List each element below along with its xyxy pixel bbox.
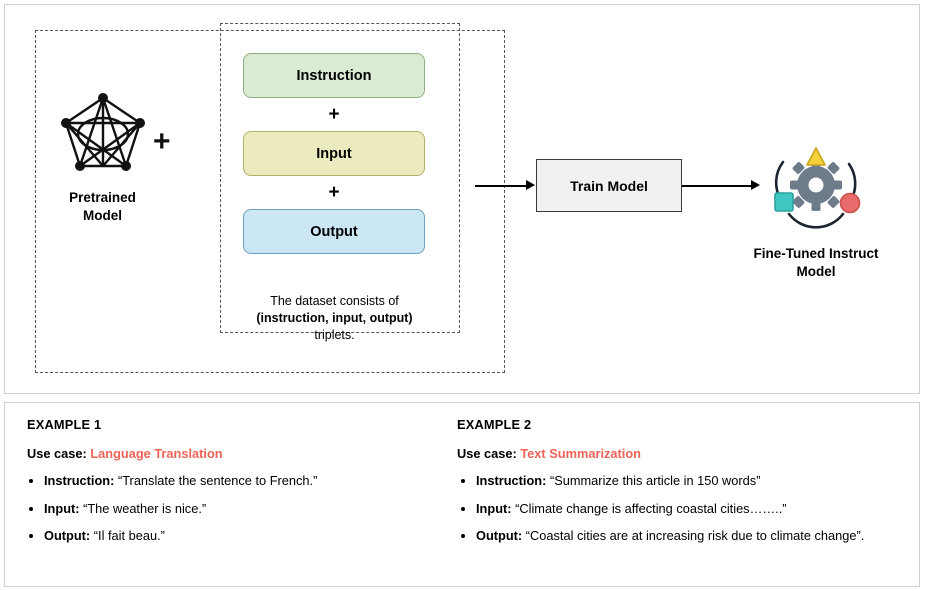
plus-sign-main: + [153, 125, 171, 158]
example-1-output-label: Output: [44, 528, 91, 544]
example-2-output-label: Output: [476, 528, 523, 544]
plus-sign-2: + [328, 182, 340, 203]
example-2 [457, 417, 907, 556]
dataset-caption-line2: (instruction, input, output) [256, 310, 413, 325]
example-1-instruction-label: Instruction: [44, 473, 115, 488]
list-item [476, 501, 907, 518]
list-item [44, 528, 447, 545]
example-1-list [27, 473, 447, 545]
dataset-caption-line3: triplets. [314, 327, 355, 342]
list-item [44, 501, 447, 518]
finetuned-model-label: Fine-Tuned Instruct Model [753, 246, 879, 280]
list-item [44, 473, 447, 490]
example-2-input-label: Input: [476, 500, 512, 516]
example-2-list [457, 473, 907, 545]
example-2-title: EXAMPLE 2 [457, 417, 532, 432]
example-1-input-label: Input: [44, 500, 80, 516]
triplet-stack [243, 53, 425, 254]
example-2-usecase-value: Text Summarization [520, 446, 641, 461]
example-1-instruction-text: “Translate the sentence to French.” [117, 473, 318, 488]
example-1-usecase [27, 446, 447, 461]
example-2-usecase-label: Use case: [457, 446, 517, 461]
diagram-panel [4, 4, 920, 394]
dataset-caption [227, 293, 442, 344]
example-2-output-text: “Coastal cities are at increasing risk due to climate change”. [525, 528, 865, 544]
pretrained-model-label: Pretrained Model [69, 190, 136, 224]
list-item [476, 473, 907, 490]
finetuned-gear-icon [761, 138, 871, 234]
example-1-title: EXAMPLE 1 [27, 417, 102, 432]
example-2-instruction-text: “Summarize this article in 150 words” [549, 473, 761, 488]
output-box: Output [243, 209, 425, 254]
examples-panel [4, 402, 920, 587]
example-2-input-text: “Climate change is affecting coastal cities……..” [515, 500, 787, 516]
example-1-output-text: “Il fait beau.” [93, 528, 165, 544]
list-item [476, 528, 907, 545]
example-1 [27, 417, 447, 556]
example-1-input-text: “The weather is nice.” [83, 500, 207, 516]
train-model-box: Train Model [536, 159, 682, 212]
input-box: Input [243, 131, 425, 176]
neural-network-icon [57, 90, 149, 176]
example-2-instruction-label: Instruction: [476, 473, 547, 488]
arrow-to-train-head [526, 180, 535, 190]
plus-sign-1: + [328, 104, 340, 125]
example-2-usecase [457, 446, 907, 461]
dataset-caption-line1: The dataset consists of [270, 294, 399, 308]
example-1-usecase-value: Language Translation [90, 446, 223, 461]
example-1-usecase-label: Use case: [27, 446, 87, 461]
arrow-to-train-line [475, 185, 527, 187]
instruction-box: Instruction [243, 53, 425, 98]
finetuned-model-group [741, 138, 891, 281]
